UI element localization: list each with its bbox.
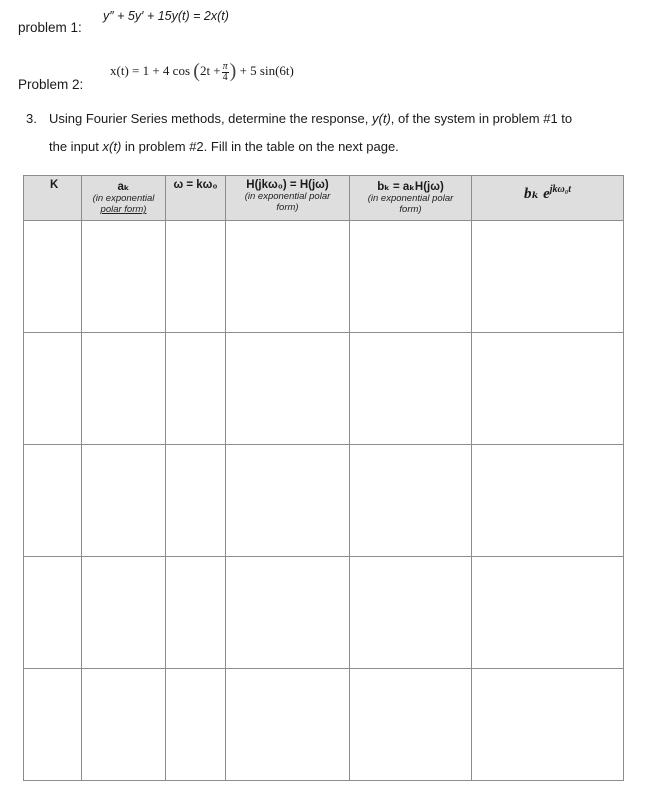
- table-header-row: [24, 176, 624, 221]
- table-cell[interactable]: [82, 221, 166, 333]
- table-row: [24, 221, 624, 333]
- table-cell[interactable]: [166, 669, 226, 781]
- header-h-jw: H(jkω₀) = H(jω) (in exponential polar form): [226, 176, 350, 221]
- table-cell[interactable]: [226, 445, 350, 557]
- table-row: [24, 445, 624, 557]
- table-cell[interactable]: [166, 557, 226, 669]
- table-row: [24, 557, 624, 669]
- table-cell[interactable]: [166, 221, 226, 333]
- problem1-label: problem 1:: [18, 20, 82, 35]
- header-ak: aₖ (in exponential polar form): [82, 176, 166, 221]
- table-cell[interactable]: [472, 445, 624, 557]
- table-cell[interactable]: [82, 333, 166, 445]
- question-line1-a: Using Fourier Series methods, determine the response,: [49, 111, 372, 126]
- question-line1-var: y(t): [372, 111, 391, 126]
- header-k: K: [24, 176, 82, 221]
- table-cell[interactable]: [350, 669, 472, 781]
- table-cell[interactable]: [472, 333, 624, 445]
- table-cell[interactable]: [226, 333, 350, 445]
- fraction-numerator: π: [222, 60, 228, 72]
- header-bk: bₖ = aₖH(jω) (in exponential polar form): [350, 176, 472, 221]
- problem2-eq-inner: 2t +: [199, 63, 221, 78]
- table-cell[interactable]: [166, 333, 226, 445]
- fourier-response-table: [23, 175, 624, 781]
- question-line2-b: in problem #2. Fill in the table on the next page.: [121, 139, 399, 154]
- fraction-denominator: 4: [222, 71, 228, 83]
- question-line-2: [49, 139, 399, 154]
- problem2-eq-prefix: x(t) = 1 + 4 cos: [110, 63, 191, 78]
- table-cell[interactable]: [226, 557, 350, 669]
- question-line1-b: , of the system in problem #1 to: [390, 111, 573, 126]
- table-cell[interactable]: [166, 445, 226, 557]
- table-cell[interactable]: [350, 333, 472, 445]
- table-cell[interactable]: [82, 445, 166, 557]
- table-row: [24, 669, 624, 781]
- problem1-equation: y″ + 5y′ + 15y(t) = 2x(t): [103, 9, 229, 23]
- table-cell[interactable]: [350, 557, 472, 669]
- table-cell[interactable]: [82, 557, 166, 669]
- problem2-eq-suffix: + 5 sin(6t): [239, 63, 294, 78]
- table-cell[interactable]: [226, 221, 350, 333]
- table-cell[interactable]: [82, 669, 166, 781]
- header-omega: ω = kω₀: [166, 176, 226, 221]
- table-cell[interactable]: [24, 221, 82, 333]
- table-cell[interactable]: [24, 333, 82, 445]
- question-line2-a: the input: [49, 139, 103, 154]
- table-cell[interactable]: [472, 221, 624, 333]
- pi-over-4-fraction: [222, 62, 229, 83]
- question-line-1: [49, 111, 572, 126]
- problem2-equation: x(t) = 1 + 4 cos (2t + $\frac{\pi}{4}$ ) + 5 sin(6t): [110, 60, 294, 83]
- header-bk-exp: bₖ $e^{jk\omega_0t}$: [472, 176, 624, 221]
- table-cell[interactable]: [350, 221, 472, 333]
- table-cell[interactable]: [472, 557, 624, 669]
- table-cell[interactable]: [472, 669, 624, 781]
- table-row: [24, 333, 624, 445]
- table-cell[interactable]: [24, 557, 82, 669]
- table-cell[interactable]: [24, 445, 82, 557]
- question-number: 3.: [26, 111, 37, 126]
- question-line2-var: x(t): [102, 139, 122, 154]
- problem2-label: Problem 2:: [18, 77, 84, 92]
- table-cell[interactable]: [226, 669, 350, 781]
- table-cell[interactable]: [350, 445, 472, 557]
- table-cell[interactable]: [24, 669, 82, 781]
